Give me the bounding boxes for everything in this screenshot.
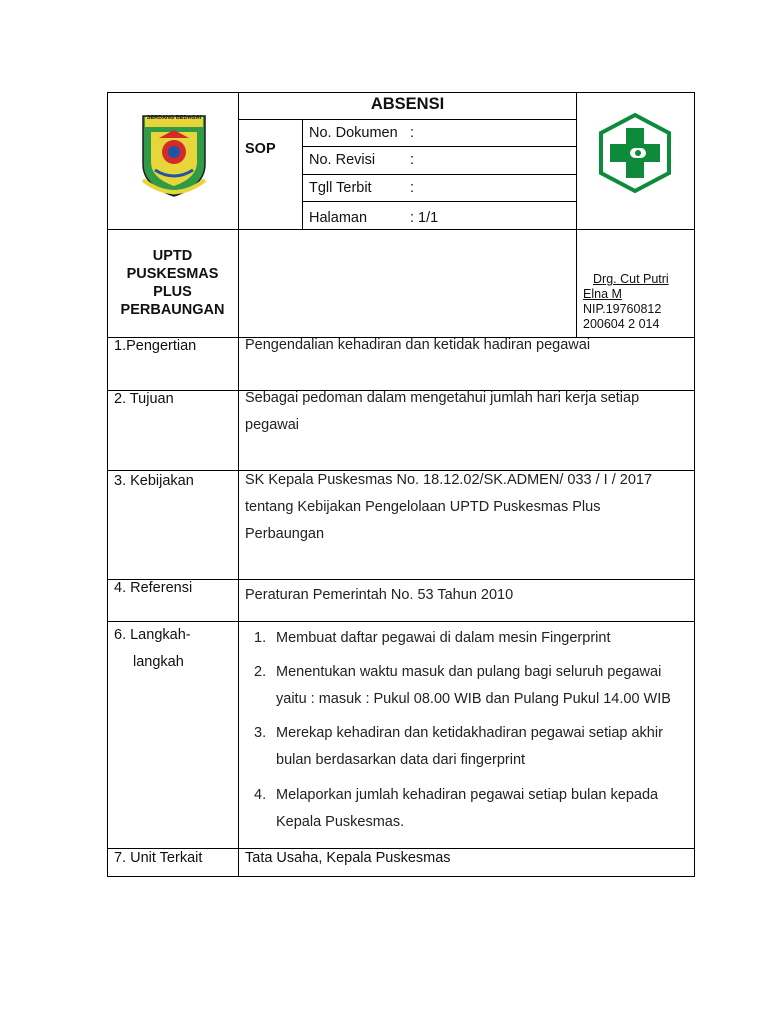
step-text-line: Merekap kehadiran dan ketidakhadiran pegawai setiap akhir (276, 725, 663, 741)
step-number: 3. (254, 725, 267, 741)
org-name-line-4: PERBAUNGAN (120, 302, 225, 318)
step-number: 1. (254, 630, 267, 646)
field-divider-3 (302, 201, 577, 202)
org-name-line-1: UPTD (152, 248, 193, 264)
step-item-1 (254, 625, 694, 652)
org-name-line-3: PLUS (153, 284, 192, 300)
signatory-nip-line-2: 200604 2 014 (583, 317, 660, 331)
section-label-tujuan: 2. Tujuan (114, 391, 174, 407)
field-label-dokumen: No. Dokumen (309, 125, 398, 141)
section-text-pengertian (245, 332, 590, 359)
field-label-halaman: Halaman (309, 210, 368, 226)
emblem-banner-text: SERDANG BEDAGAI (146, 115, 202, 121)
step-item-2 (254, 659, 694, 713)
field-value-halaman: : 1/1 (410, 210, 439, 226)
step-text-line: Kepala Puskesmas. (276, 814, 405, 830)
header-divider (107, 229, 695, 230)
step-text-line: bulan berdasarkan data dari fingerprint (276, 752, 526, 768)
row-divider-5 (107, 621, 695, 622)
label-column-divider (238, 92, 239, 877)
text-line: pegawai (245, 417, 300, 433)
row-divider-4 (107, 579, 695, 580)
step-text-line: Menentukan waktu masuk dan pulang bagi seluruh pegawai (276, 664, 662, 680)
field-value-dokumen: : (410, 125, 415, 141)
border-bottom (107, 876, 695, 877)
field-label-terbit: Tgll Terbit (309, 180, 372, 196)
section-label-pengertian: 1.Pengertian (114, 338, 197, 354)
page-title: ABSENSI (370, 95, 445, 113)
signatory-nip-line-1: NIP.19760812 (583, 302, 662, 316)
section-label-kebijakan: 3. Kebijakan (114, 473, 194, 489)
step-number: 4. (254, 787, 267, 803)
step-text-line: yaitu : masuk : Pukul 08.00 WIB dan Pulang Pukul 14.00 WIB (276, 691, 671, 707)
regency-emblem-icon (139, 112, 209, 198)
logo-column-divider (576, 92, 577, 337)
section-label-langkah-1: 6. Langkah- (114, 627, 191, 643)
border-left (107, 92, 108, 877)
field-divider-1 (302, 146, 577, 147)
sop-label: SOP (245, 141, 276, 157)
sop-document (107, 92, 695, 877)
signatory-name-line-1: Drg. Cut Putri (593, 272, 669, 286)
field-value-revisi: : (410, 152, 415, 168)
section-label-referensi: 4. Referensi (114, 580, 193, 596)
section-label-unit-terkait: 7. Unit Terkait (114, 850, 203, 866)
section-text-unit-terkait: Tata Usaha, Kepala Puskesmas (245, 850, 451, 866)
title-divider (238, 119, 577, 120)
org-name-line-2: PUSKESMAS (126, 266, 219, 282)
step-item-4 (254, 782, 694, 836)
field-label-revisi: No. Revisi (309, 152, 376, 168)
section-text-tujuan (245, 385, 639, 439)
green-cross-hexagon-icon (597, 112, 673, 194)
step-number: 2. (254, 664, 267, 680)
section-text-referensi (245, 582, 513, 609)
section-text-kebijakan (245, 467, 652, 548)
text-line: SK Kepala Puskesmas No. 18.12.02/SK.ADMEN/ 033 / I / 2017 (245, 472, 653, 488)
text-line: Peraturan Pemerintah No. 53 Tahun 2010 (245, 587, 514, 603)
field-value-terbit: : (410, 180, 415, 196)
text-line: Perbaungan (245, 526, 325, 542)
text-line: Sebagai pedoman dalam mengetahui jumlah hari kerja setiap (245, 390, 640, 406)
step-text-line: Melaporkan jumlah kehadiran pegawai setiap bulan kepada (276, 787, 659, 803)
step-text-line: Membuat daftar pegawai di dalam mesin Fingerprint (276, 630, 611, 646)
text-line: tentang Kebijakan Pengelolaan UPTD Puskesmas Plus (245, 499, 601, 515)
section-label-langkah-2: langkah (133, 654, 184, 670)
border-top (107, 92, 695, 93)
signatory-name-line-2: Elna M (583, 287, 622, 301)
field-divider-2 (302, 174, 577, 175)
text-line: Pengendalian kehadiran dan ketidak hadiran pegawai (245, 337, 591, 353)
step-item-3 (254, 720, 694, 774)
